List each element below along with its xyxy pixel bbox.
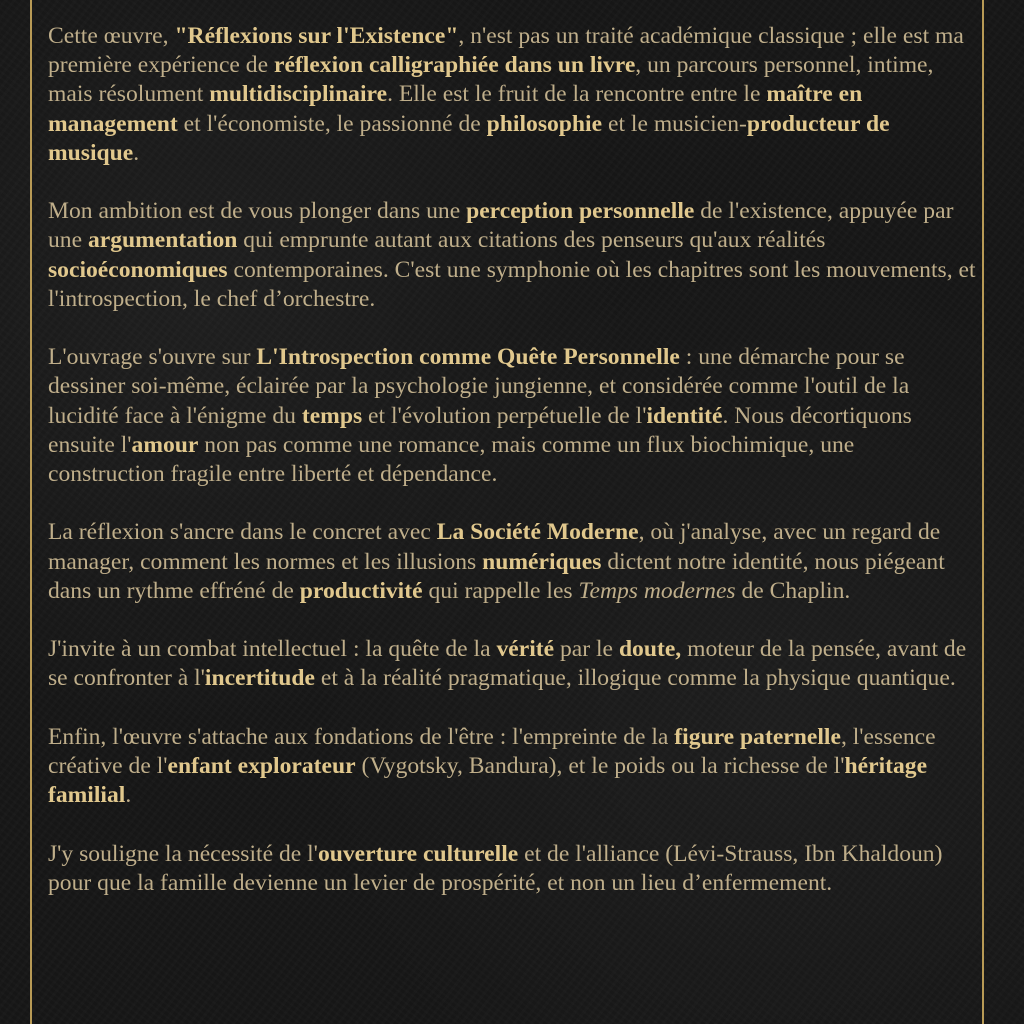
emphasis-text: socioéconomiques — [48, 256, 228, 283]
emphasis-text: incertitude — [204, 665, 315, 692]
emphasis-text: numériques — [482, 548, 602, 575]
paragraph-foundations — [48, 723, 976, 811]
emphasis-text: maître en management — [48, 81, 863, 137]
text-run: , l'essence créative de l' — [48, 723, 936, 779]
emphasis-text: figure paternelle — [674, 723, 841, 750]
text-run: de l'existence, appuyée par une — [48, 198, 954, 254]
text-run: La réflexion s'ancre dans le concret avec — [48, 519, 437, 546]
text-run: J'invite à un combat intellectuel : la quête de la — [48, 636, 497, 663]
emphasis-text: identité — [646, 402, 723, 429]
text-run: (Vygotsky, Bandura), et le poids ou la richesse de l' — [355, 753, 845, 779]
text-run: . Elle est le fruit de la rencontre entre le — [387, 81, 767, 108]
emphasis-text: "Réflexions sur l'Existence" — [174, 23, 459, 49]
text-run: contemporaines. C'est une symphonie où les chapitres sont les mouvements, et l'introspection, le chef d’orchestre. — [48, 256, 976, 312]
italic-text: Temps modernes — [578, 577, 736, 604]
text-run: L'ouvrage s'ouvre sur — [48, 344, 257, 371]
text-run: de Chaplin. — [735, 577, 851, 604]
text-body — [48, 22, 976, 927]
paragraph-truth-doubt — [48, 635, 976, 693]
text-run: Cette œuvre, — [48, 23, 175, 49]
text-run: dictent notre identité, nous piégeant dans un rythme effréné de — [48, 548, 945, 604]
text-run: qui rappelle les — [422, 577, 579, 604]
emphasis-text: amour — [131, 431, 199, 458]
paragraph-intro — [48, 22, 976, 168]
emphasis-text: productivité — [299, 577, 423, 604]
text-run: . Nous décortiquons ensuite l' — [48, 402, 912, 458]
emphasis-text: enfant explorateur — [167, 753, 356, 779]
text-run: Mon ambition est de vous plonger dans une — [48, 198, 467, 225]
text-run: J'y souligne la nécessité de l' — [48, 840, 318, 867]
paragraph-cultural-openness — [48, 840, 976, 898]
emphasis-text: argumentation — [87, 227, 238, 254]
emphasis-text: perception personnelle — [466, 198, 695, 225]
emphasis-text: réflexion calligraphiée dans un livre — [273, 52, 636, 79]
text-run: . — [125, 782, 132, 809]
paragraph-ambition — [48, 197, 976, 314]
text-run: , où j'analyse, avec un regard de manager, comment les normes et les illusions — [48, 519, 941, 575]
emphasis-text: doute, — [618, 636, 682, 663]
text-run: qui emprunte autant aux citations des penseurs qu'aux réalités — [237, 227, 826, 254]
text-run: : une démarche pour se dessiner soi-même, éclairée par la psychologie jungienne, et considérée comme l'outil de la lucidité face à l'énigme du — [48, 344, 910, 429]
text-run: et l'évolution perpétuelle de l' — [362, 402, 647, 429]
emphasis-text: multidisciplinaire — [209, 81, 388, 108]
emphasis-text: vérité — [496, 636, 555, 663]
emphasis-text: L'Introspection comme Quête Personnelle — [256, 344, 680, 371]
emphasis-text: ouverture culturelle — [317, 840, 519, 867]
text-run: moteur de la pensée, avant de se confronter à l' — [48, 636, 967, 692]
emphasis-text: temps — [301, 402, 363, 429]
paragraph-introspection — [48, 343, 976, 489]
emphasis-text: héritage familial — [48, 753, 928, 809]
emphasis-text: philosophie — [486, 110, 603, 137]
text-run: . — [133, 139, 140, 166]
text-run: et à la réalité pragmatique, illogique comme la physique quantique. — [314, 665, 956, 692]
text-run: par le — [554, 636, 619, 663]
text-run: et de l'alliance (Lévi-Strauss, Ibn Khaldoun) pour que la famille devienne un levier de prospérité, et non un lieu d’enfermement. — [48, 840, 943, 896]
emphasis-text: La Société Moderne — [436, 519, 639, 546]
left-gold-border — [30, 0, 32, 1024]
right-gold-border — [982, 0, 984, 1024]
text-run: , n'est pas un traité académique classique ; elle est ma première expérience de — [48, 23, 964, 79]
text-run: et l'économiste, le passionné de — [177, 110, 487, 137]
text-run: , un parcours personnel, intime, mais résolument — [48, 52, 934, 108]
text-run: non pas comme une romance, mais comme un flux biochimique, une construction fragile entre liberté et dépendance. — [48, 431, 855, 488]
text-run: Enfin, l'œuvre s'attache aux fondations de l'être : l'empreinte de la — [48, 723, 675, 750]
text-run: et le musicien- — [602, 110, 747, 137]
emphasis-text: producteur de musique — [48, 110, 890, 166]
paragraph-modern-society — [48, 518, 976, 606]
